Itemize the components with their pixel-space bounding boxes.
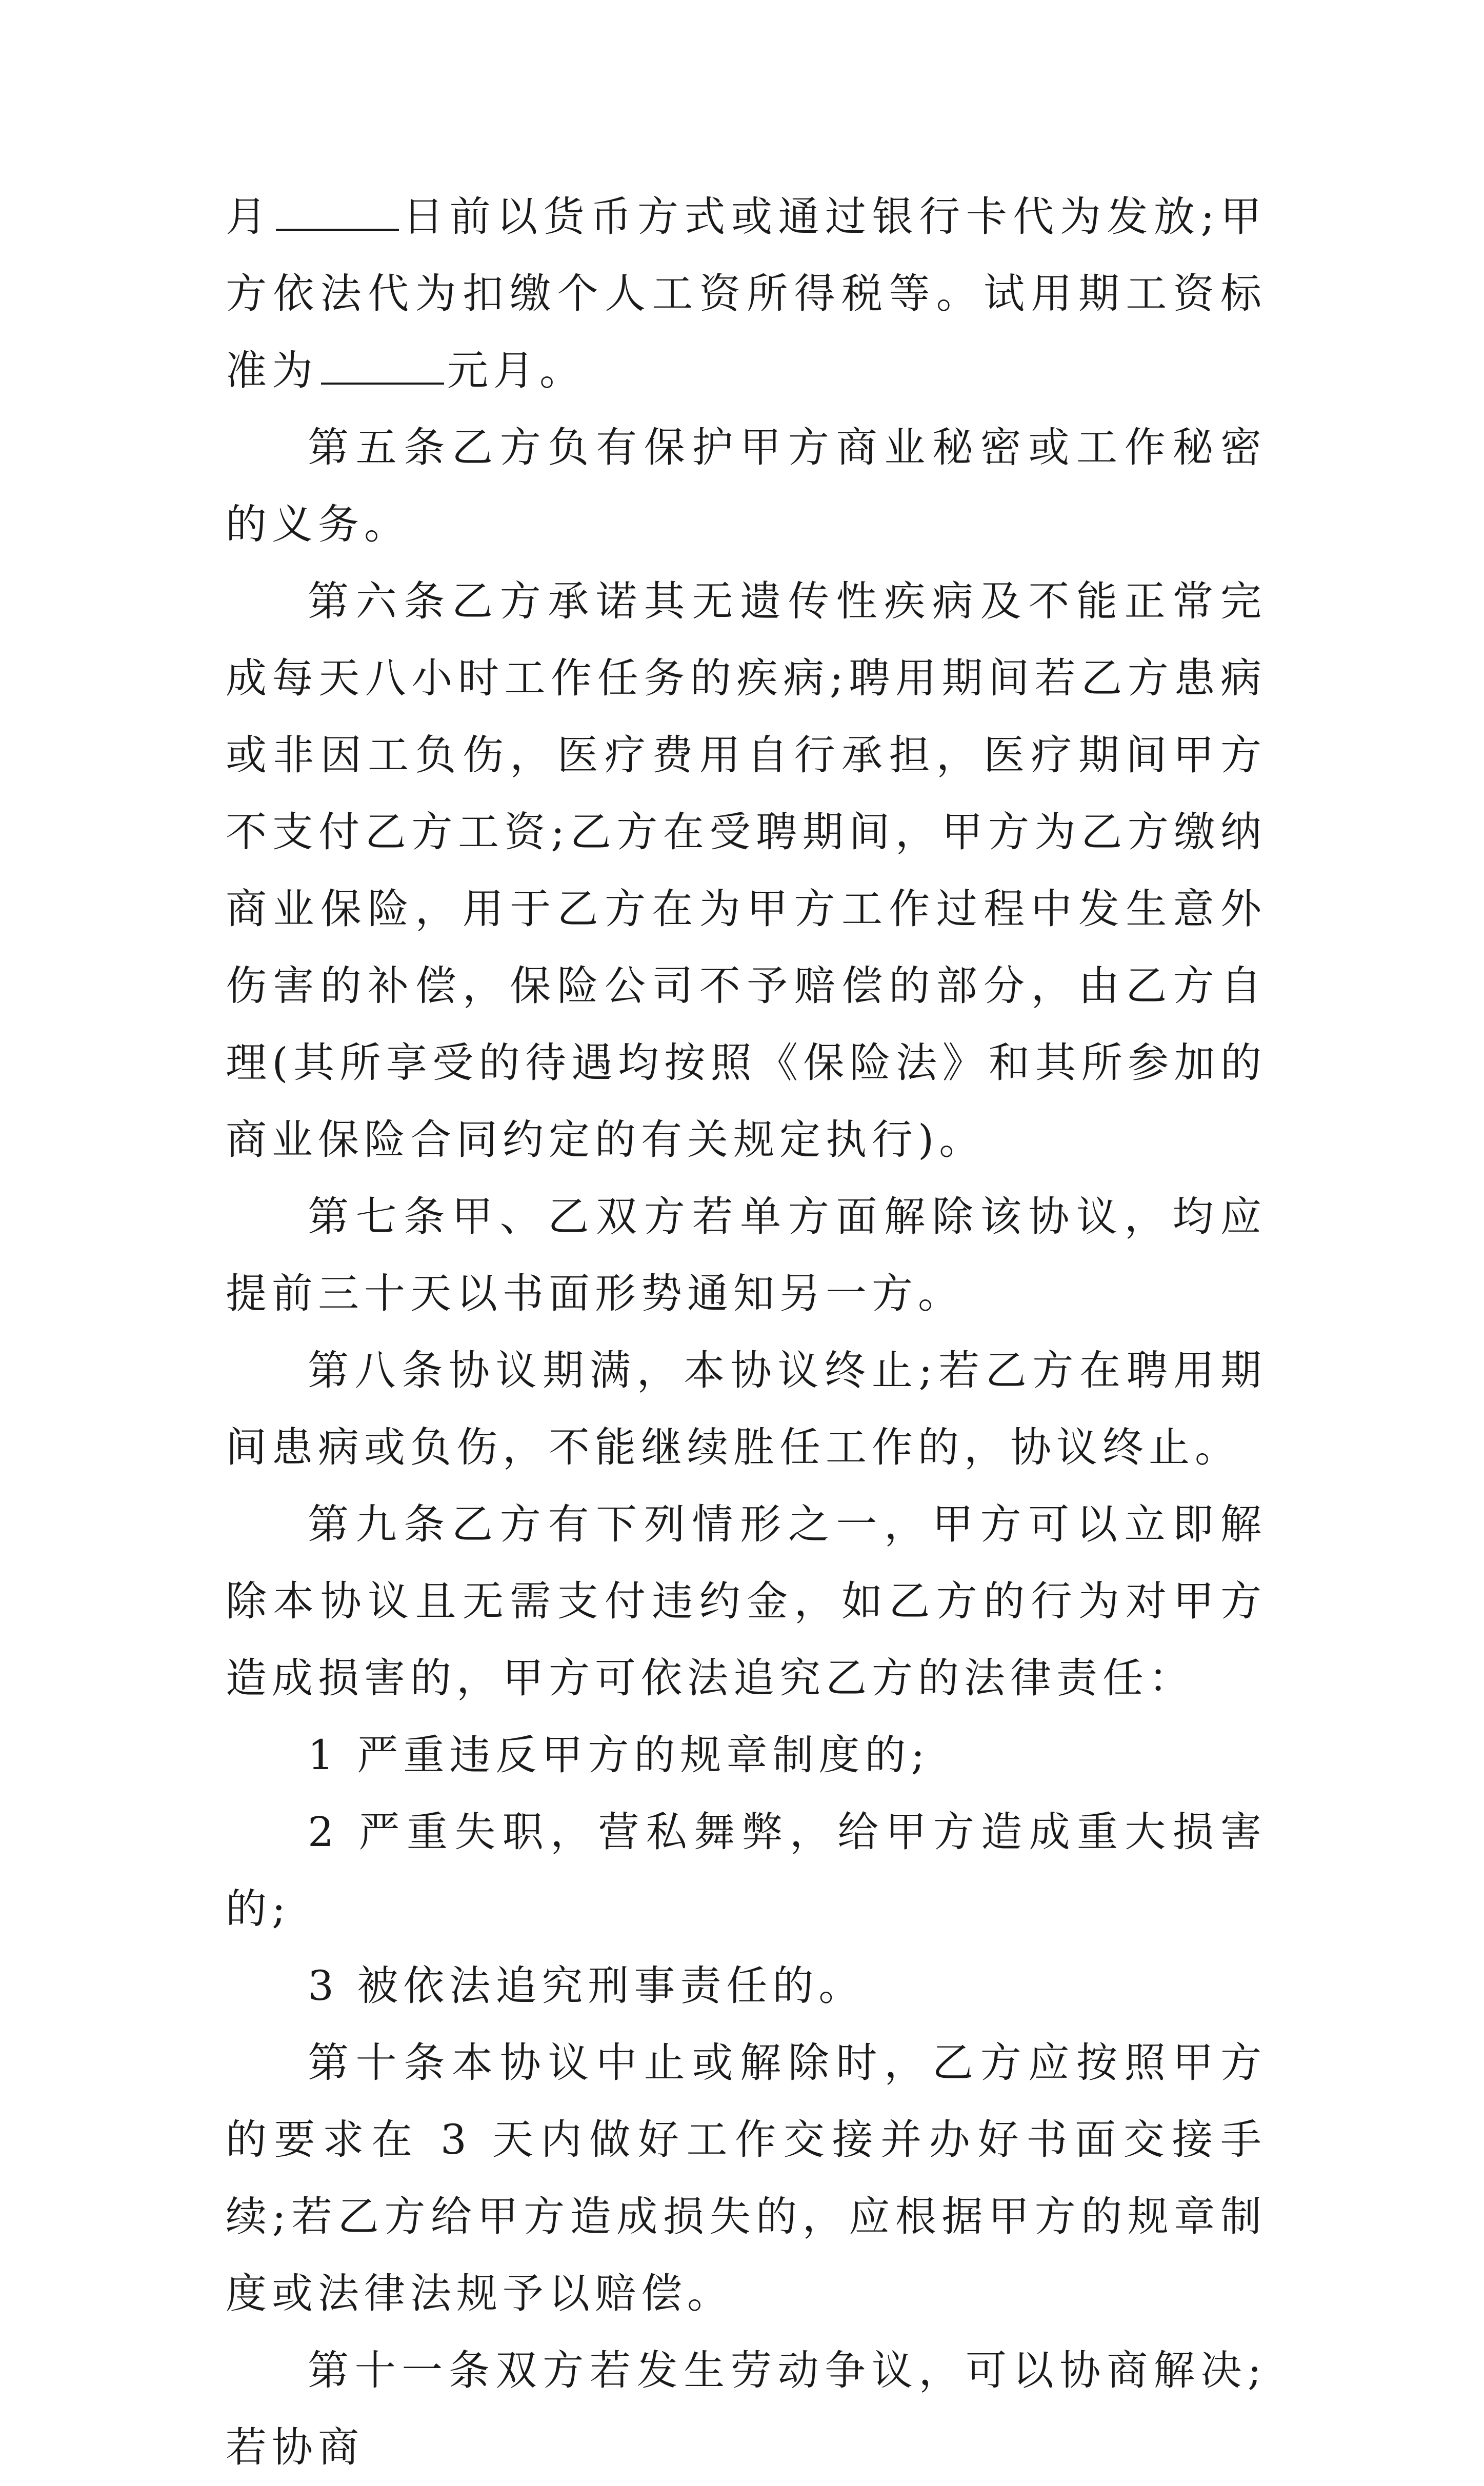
paragraph-text: 第八条协议期满，本协议终止;若乙方在聘用期间患病或负伤，不能继续胜任工作的，协议终止。 (226, 1347, 1267, 1471)
paragraph-text: 1 严重违反甲方的规章制度的; (308, 1731, 930, 1779)
paragraph-p9 (226, 1948, 1267, 2024)
paragraph-text: 日前以货币方式或通过银行卡代为发放;甲方依法代为扣缴个人工资所得税等。试用期工资标准为 (226, 193, 1267, 394)
paragraph-text: 第七条甲、乙双方若单方面解除该协议，均应提前三十天以书面形势通知另一方。 (226, 1193, 1267, 1317)
fill-in-blank (276, 193, 399, 231)
paragraph-p2 (226, 409, 1267, 563)
paragraph-p7 (226, 1717, 1267, 1794)
document-body (226, 178, 1267, 2486)
paragraph-p8 (226, 1794, 1267, 1948)
paragraph-text: 月 (226, 193, 273, 240)
paragraph-p5 (226, 1332, 1267, 1486)
paragraph-text: 第十条本协议中止或解除时，乙方应按照甲方的要求在 3 天内做好工作交接并办好书面交接手续;若乙方给甲方造成损失的，应根据甲方的规章制度或法律法规予以赔偿。 (226, 2039, 1267, 2317)
paragraph-text: 3 被依法追究刑事责任的。 (308, 1962, 865, 2010)
paragraph-text: 第六条乙方承诺其无遗传性疾病及不能正常完成每天八小时工作任务的疾病;聘用期间若乙方患病或非因工负伤，医疗费用自行承担，医疗期间甲方不支付乙方工资;乙方在受聘期间，甲方为乙方缴纳商业保险，用于乙方在为甲方工作过程中发生意外伤害的补偿，保险公司不予赔偿的部分，由乙方自理(其所享受的待遇均按照《保险法》和其所参加的商业保险合同约定的有关规定执行)。 (226, 577, 1267, 1164)
paragraph-text: 第十一条双方若发生劳动争议，可以协商解决;若协商 (226, 2347, 1267, 2471)
paragraph-p6 (226, 1486, 1267, 1717)
paragraph-text: 2 严重失职，营私舞弊，给甲方造成重大损害的; (226, 1808, 1267, 1933)
paragraph-p3 (226, 563, 1267, 1178)
paragraph-p11 (226, 2332, 1267, 2486)
paragraph-text: 第九条乙方有下列情形之一，甲方可以立即解除本协议且无需支付违约金，如乙方的行为对甲方造成损害的，甲方可依法追究乙方的法律责任： (226, 1500, 1267, 1702)
paragraph-p1 (226, 178, 1267, 409)
paragraph-p4 (226, 1178, 1267, 1332)
fill-in-blank (321, 347, 444, 385)
paragraph-text: 第五条乙方负有保护甲方商业秘密或工作秘密的义务。 (226, 424, 1267, 548)
paragraph-p10 (226, 2024, 1267, 2332)
paragraph-text: 元月。 (447, 347, 586, 394)
